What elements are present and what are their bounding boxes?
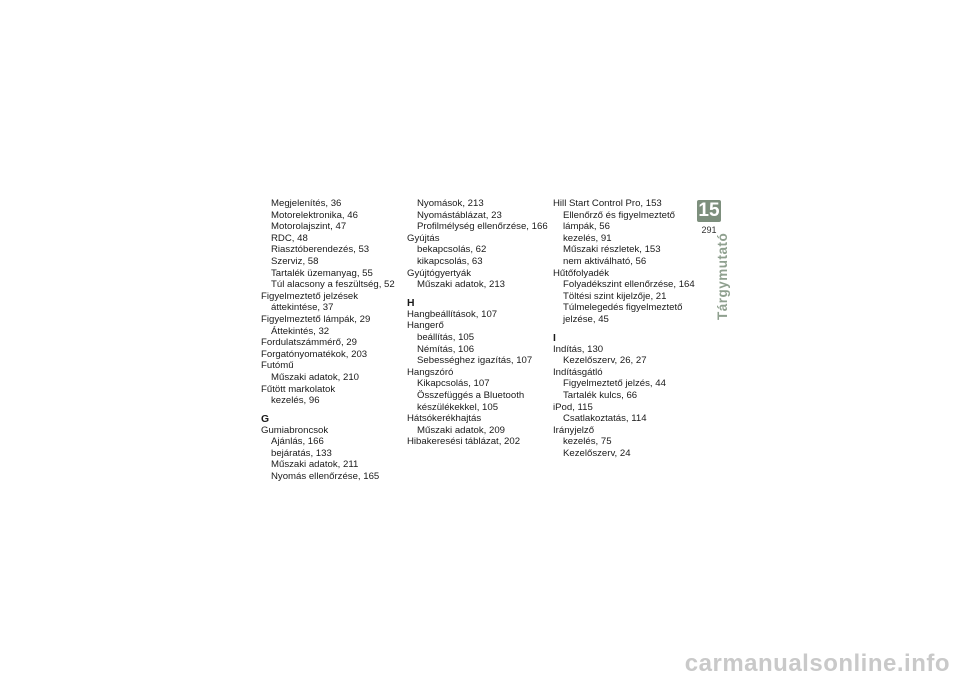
index-subentry: Kikapcsolás, 107 [417, 378, 490, 390]
index-subentry: Műszaki részletek, 153 [563, 244, 661, 256]
index-entry: Hibakeresési táblázat, 202 [407, 436, 521, 448]
index-subentry: Túl alacsony a feszültség, 52 [271, 279, 395, 291]
index-entry: Hill Start Control Pro, 153 [553, 198, 662, 209]
index-entry: Hangszóró [407, 366, 454, 378]
index-subentry: lámpák, 56 [563, 221, 610, 233]
index-entry: Hangbeállítások, 107 [407, 308, 498, 320]
index-subentry: Töltési szint kijelzője, 21 [563, 290, 667, 302]
index-subentry: Műszaki adatok, 213 [417, 279, 505, 291]
index-entry: Fordulatszámmérő, 29 [261, 337, 357, 349]
index-subentry: Összefüggés a Bluetooth [417, 389, 525, 401]
index-subentry: Figyelmeztető jelzés, 44 [563, 378, 666, 390]
index-entry: Hátsókerékhajtás [407, 413, 482, 425]
index-subentry: Motorelektronika, 46 [271, 209, 358, 221]
index-subentry: Nyomás ellenőrzése, 165 [271, 471, 380, 483]
index-column-1 [261, 198, 401, 483]
index-letter-heading: G [261, 413, 270, 425]
index-subentry: RDC, 48 [271, 232, 308, 244]
index-entry: Figyelmeztető lámpák, 29 [261, 313, 371, 325]
index-subentry: Műszaki adatok, 211 [271, 459, 359, 471]
index-entry: Futómű [261, 360, 294, 372]
index-subentry: jelzése, 45 [563, 313, 609, 325]
index-subentry: beállítás, 105 [417, 331, 475, 343]
index-subentry: Ellenőrző és figyelmeztető [563, 209, 675, 221]
index-subentry: Nyomások, 213 [417, 198, 484, 209]
index-entry: Fűtött markolatok [261, 383, 336, 395]
index-column-2 [407, 198, 547, 448]
chapter-title: Tárgymutató [715, 232, 730, 320]
index-subentry: Tartalék kulcs, 66 [563, 389, 638, 401]
index-subentry: bekapcsolás, 62 [417, 244, 487, 256]
index-letter-heading: H [407, 297, 415, 309]
index-subentry: kezelés, 91 [563, 232, 612, 244]
index-subentry: Folyadékszint ellenőrzése, 164 [563, 279, 695, 291]
index-subentry: Megjelenítés, 36 [271, 198, 342, 209]
index-entry: Indítás, 130 [553, 343, 604, 355]
index-subentry: Ajánlás, 166 [271, 436, 324, 448]
index-entry: Figyelmeztető jelzések [261, 290, 359, 302]
index-subentry: Nyomástáblázat, 23 [417, 209, 502, 221]
index-entry: Forgatónyomatékok, 203 [261, 348, 368, 360]
index-letter-heading: I [553, 332, 556, 344]
index-subentry: Kezelőszerv, 26, 27 [563, 355, 647, 367]
index-entry: Gyújtógyertyák [407, 267, 471, 279]
index-subentry: Csatlakoztatás, 114 [563, 413, 647, 425]
index-subentry: készülékekkel, 105 [417, 401, 499, 413]
index-subentry: kezelés, 96 [271, 395, 320, 407]
index-entry: Hűtőfolyadék [553, 267, 609, 279]
index-subentry: Profilmélység ellenőrzése, 166 [417, 221, 548, 233]
index-subentry: Áttekintés, 32 [271, 325, 330, 337]
index-subentry: kezelés, 75 [563, 436, 612, 448]
index-column-3 [553, 198, 698, 459]
index-subentry: bejáratás, 133 [271, 447, 332, 459]
index-subentry: Kezelőszerv, 24 [563, 447, 631, 459]
chapter-marker [697, 200, 721, 235]
index-subentry: Túlmelegedés figyelmeztető [563, 302, 683, 314]
index-subentry: Sebességhez igazítás, 107 [417, 355, 533, 367]
index-entry: iPod, 115 [553, 401, 593, 413]
index-subentry: nem aktiválható, 56 [563, 255, 647, 267]
chapter-number: 15 [698, 200, 720, 221]
index-subentry: Szerviz, 58 [271, 255, 319, 267]
index-entry: Gumiabroncsok [261, 424, 329, 436]
index-subentry: áttekintése, 37 [271, 302, 334, 314]
index-subentry: Műszaki adatok, 210 [271, 371, 359, 383]
index-entry: Gyújtás [407, 232, 440, 244]
index-subentry: Műszaki adatok, 209 [417, 424, 505, 436]
page-number: 291 [701, 225, 717, 235]
watermark: carmanualsonline.info [684, 650, 950, 677]
index-entry: Irányjelző [553, 424, 595, 436]
index-subentry: Tartalék üzemanyag, 55 [271, 267, 373, 279]
index-subentry: Riasztóberendezés, 53 [271, 244, 370, 256]
index-subentry: Némítás, 106 [417, 343, 475, 355]
index-entry: Hangerő [407, 320, 444, 332]
index-subentry: kikapcsolás, 63 [417, 255, 483, 267]
index-entry: Indításgátló [553, 366, 603, 378]
index-subentry: Motorolajszint, 47 [271, 221, 347, 233]
